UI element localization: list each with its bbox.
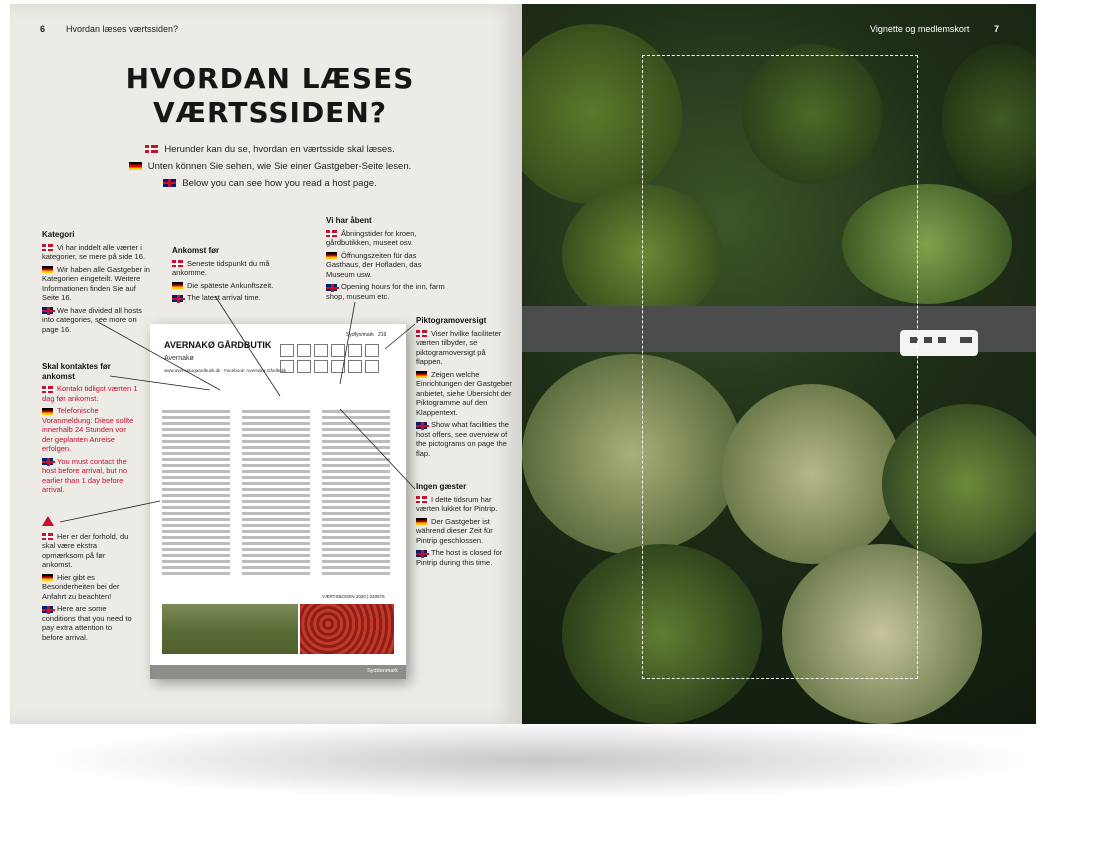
pointer-lines bbox=[10, 4, 522, 724]
kontakt-de: Telefonische Voranmeldung: Diese sollte innerhalb 24 Stunden vor der geplanten Anreise erfolgen. bbox=[42, 406, 134, 453]
page-shadow bbox=[40, 720, 1040, 800]
right-running-title: Vignette og medlemskort bbox=[870, 24, 970, 34]
ankomst-en: The latest arrival time. bbox=[172, 293, 297, 303]
ankomst-da: Seneste tidspunkt du må ankomme. bbox=[172, 258, 270, 277]
intro-en: Below you can see how you read a host page. bbox=[100, 178, 440, 189]
forhold-de: Hier gibt es Besonderheiten bei der Anfahrt zu beachten! bbox=[42, 572, 120, 601]
aabent-da: Åbningstider for kroen, gårdbutikken, museet osv. bbox=[326, 228, 417, 247]
sample-footer-mid: VÆRTSBOGEN 2020 | 020675 bbox=[322, 594, 385, 599]
kontakt-heading: Skal kontaktes før ankomst bbox=[42, 362, 111, 381]
kategori-de: Wir haben alle Gastgeber in Kategorien eingeteilt. Weitere Informationen finden Sie auf Seite 16. bbox=[42, 264, 150, 302]
ingen-de: Der Gastgeber ist während dieser Zeit für Pintrip geschlossen. bbox=[416, 516, 493, 545]
right-page-number: 7 bbox=[994, 24, 1000, 34]
left-page-number: 6 bbox=[40, 24, 46, 34]
forhold-en: Here are some conditions that you need to pay extra attention to before arrival. bbox=[42, 604, 132, 642]
kategori-heading: Kategori bbox=[42, 230, 75, 239]
pointer-line-kontakt bbox=[110, 376, 210, 390]
sample-footer: Syddanmark bbox=[150, 665, 406, 679]
piktogram-en: Show what facilities the host offers, see overview of the pictograms on page the flap. bbox=[416, 420, 509, 458]
ingen-heading: Ingen gæster bbox=[416, 482, 467, 491]
kategori-en: We have divided all hosts into categories, see more on page 16. bbox=[42, 305, 142, 334]
left-running-title: Hvordan læses værtssiden? bbox=[66, 24, 179, 34]
pointer-line-piktogram bbox=[385, 324, 415, 349]
ingen-da: I dette tidsrum har værten lukket for Pintrip. bbox=[416, 494, 498, 513]
kategori-da: Vi har inddelt alle værter i kategorier, se mere på side 16. bbox=[42, 242, 145, 261]
aabent-de: Öffnungszeiten für das Gasthaus, der Hofladen, das Museum usw. bbox=[326, 250, 422, 279]
piktogram-da: Viser hvilke faciliteter værten tilbyder, se piktogramoversigt på flappen. bbox=[416, 328, 502, 366]
aabent-en: Opening hours for the inn, farm shop, museum etc. bbox=[326, 282, 445, 301]
ingen-en: The host is closed for Pintrip during this time. bbox=[416, 548, 503, 567]
forhold-da: Her er der forhold, du skal være ekstra opmærksom på før ankomst. bbox=[42, 531, 129, 569]
left-page bbox=[10, 4, 522, 724]
piktogram-de: Zeigen welche Einrichtungen der Gastgeber anbietet, siehe Übersicht der Piktogramme auf den Klappentext. bbox=[416, 369, 512, 417]
kontakt-da: Kontakt tidligst værten 1 dag før ankomst. bbox=[42, 384, 138, 403]
sample-host-name: AVERNAKØ GÅRDBUTIK bbox=[164, 340, 272, 350]
card-placeholder-frame bbox=[642, 55, 918, 679]
pointer-line-ingen bbox=[340, 409, 415, 489]
aabent-heading: Vi har åbent bbox=[326, 216, 372, 225]
pointer-line-ankomst bbox=[215, 296, 280, 396]
ankomst-heading: Ankomst før bbox=[172, 246, 220, 255]
title-line-2: VÆRTSSIDEN? bbox=[153, 96, 387, 129]
pointer-line-aabent bbox=[340, 302, 355, 384]
sample-region: Sydfyn/mark 219 bbox=[346, 332, 387, 338]
piktogram-heading: Piktogramoversigt bbox=[416, 316, 487, 325]
kontakt-en: You must contact the host before arrival, but no earlier than 1 day before arrival. bbox=[42, 456, 128, 494]
right-page-photo bbox=[522, 4, 1036, 724]
sample-website: www.avernakogaardbutik.dk · Facebook: Avernakø Gårdbutik bbox=[164, 368, 287, 373]
pointer-line-forhold bbox=[60, 501, 160, 522]
ankomst-de: Die späteste Ankunftszeit. bbox=[172, 281, 297, 291]
sample-host-location: Avernakø bbox=[164, 355, 194, 362]
tree bbox=[942, 44, 1036, 194]
pointer-line-kategori bbox=[98, 322, 220, 390]
intro-da: Herunder kan du se, hvordan en værtsside skal læses. bbox=[100, 144, 440, 155]
intro-de: Unten können Sie sehen, wie Sie einer Gastgeber-Seite lesen. bbox=[100, 161, 440, 172]
title-line-1: HVORDAN LÆSES bbox=[125, 62, 415, 95]
